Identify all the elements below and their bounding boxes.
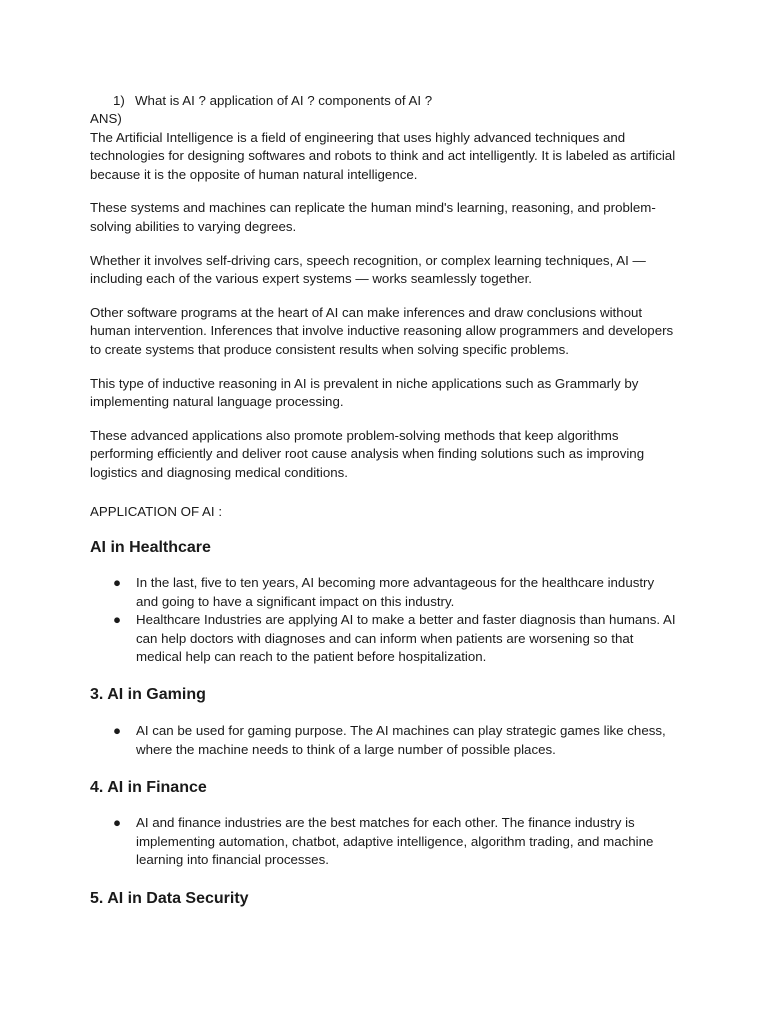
- gaming-list: [90, 722, 680, 759]
- list-item: ● AI can be used for gaming purpose. The AI machines can play strategic games like chess, where the machine needs to think of a large number of possible places.: [113, 723, 666, 757]
- healthcare-list: [90, 574, 680, 667]
- list-item: ● In the last, five to ten years, AI becoming more advantageous for the healthcare industry and going to have a significant impact on this industry.: [113, 575, 655, 609]
- question-line: [90, 91, 680, 110]
- section-heading-finance: 4. AI in Finance: [90, 779, 207, 797]
- document-body: [90, 91, 680, 909]
- list-item: ● AI and finance industries are the best matches for each other. The finance industry is implementing automation, chatbot, adaptive intelligence, algorithm trading, and machine learning into financial processes.: [113, 815, 654, 868]
- list-item: ● Healthcare Industries are applying AI to make a better and faster diagnosis than humans. AI can help doctors with diagnoses and can inform when patients are worsening so that medical help can reach to the patient before hospitalization.: [113, 612, 676, 665]
- paragraph: Whether it involves self-driving cars, speech recognition, or complex learning techniques, AI — including each of the various expert systems — works seamlessly together.: [90, 252, 646, 287]
- paragraph: These advanced applications also promote problem-solving methods that keep algorithms performing efficiently and deliver root cause analysis when finding solutions such as improving logistics and diagnosing medical conditions.: [90, 427, 645, 480]
- paragraph: The Artificial Intelligence is a field of engineering that uses highly advanced techniques and technologies for designing softwares and robots to think and act intelligently. It is labeled as artificial because it is the opposite of human natural intelligence.: [90, 129, 676, 182]
- paragraph: This type of inductive reasoning in AI is prevalent in niche applications such as Grammarly by implementing natural language processing.: [90, 375, 639, 410]
- finance-list: [90, 814, 680, 870]
- paragraph: These systems and machines can replicate the human mind's learning, reasoning, and problem-solving abilities to varying degrees.: [90, 200, 656, 234]
- question-text: What is AI ? application of AI ? components of AI ?: [135, 93, 433, 108]
- bullet-icon: ●: [113, 575, 122, 591]
- paragraph: Other software programs at the heart of AI can make inferences and draw conclusions without human intervention. Inferences that involve inductive reasoning allow programmers and developers to create systems that produce consistent results when solving specific problems.: [90, 304, 674, 357]
- section-heading-healthcare: AI in Healthcare: [90, 539, 211, 557]
- question-number: 1): [113, 93, 125, 108]
- answer-label: ANS): [90, 111, 122, 126]
- section-heading-gaming: 3. AI in Gaming: [90, 686, 206, 704]
- section-heading-security: 5. AI in Data Security: [90, 890, 249, 908]
- bullet-icon: ●: [113, 612, 122, 628]
- bullet-icon: ●: [113, 723, 122, 739]
- application-heading: APPLICATION OF AI :: [90, 503, 223, 519]
- bullet-icon: ●: [113, 815, 122, 831]
